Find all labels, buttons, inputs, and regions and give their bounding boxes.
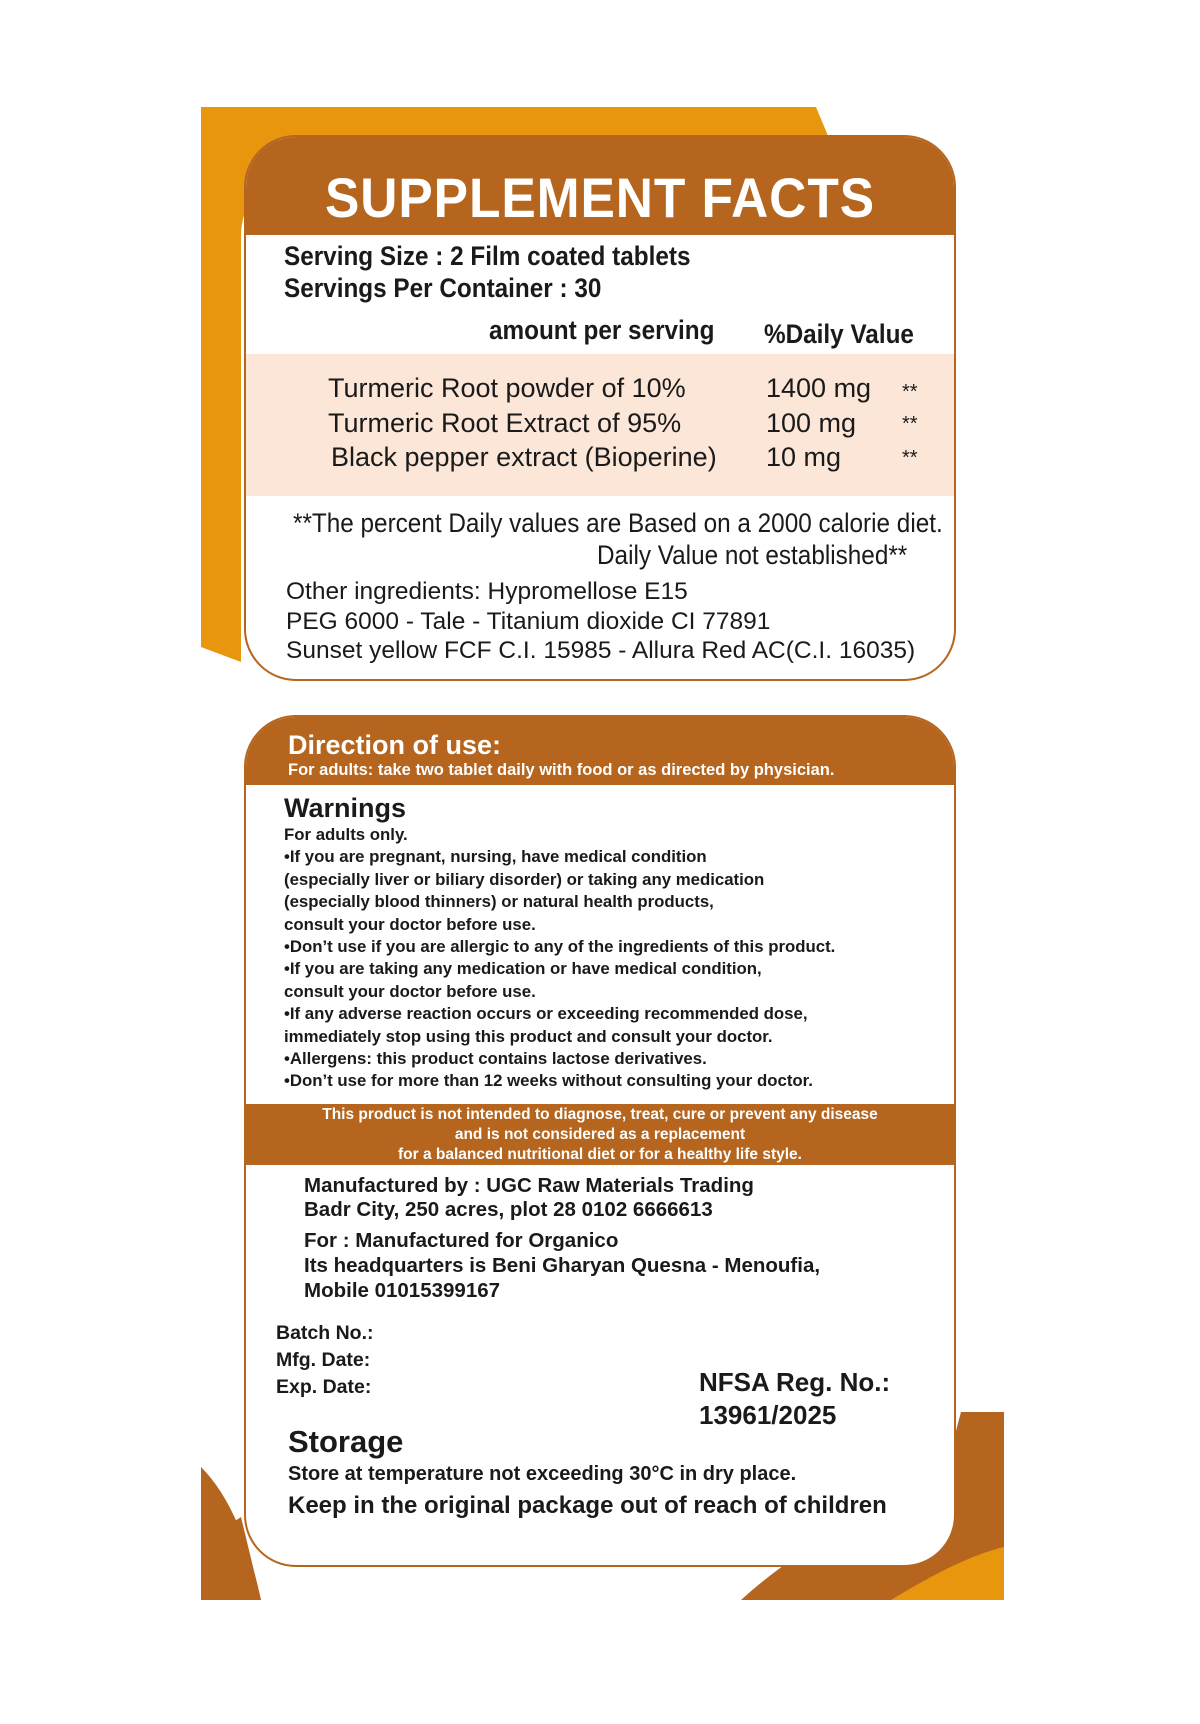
warnings-list	[284, 824, 835, 1093]
ingredients-band	[246, 354, 954, 496]
direction-title: Direction of use:	[288, 730, 502, 760]
amount-per-serving-header: amount per serving	[489, 315, 715, 345]
direction-text: For adults: take two tablet daily with food or as directed by physician.	[288, 761, 835, 779]
warning-line: •If you are taking any medication or have medical condition,	[284, 959, 762, 979]
storage-title: Storage	[288, 1424, 404, 1459]
warning-line: •If you are pregnant, nursing, have medical condition	[284, 847, 707, 867]
warning-line: •Allergens: this product contains lactose derivatives.	[284, 1049, 707, 1069]
warning-line: •Don’t use for more than 12 weeks without consulting your doctor.	[284, 1071, 813, 1091]
ingredient-dv: **	[902, 447, 918, 469]
warning-line: consult your doctor before use.	[284, 914, 536, 934]
disclaimer-line: for a balanced nutritional diet or for a healthy life style.	[398, 1146, 802, 1163]
ingredient-amount: 1400 mg	[766, 373, 872, 403]
keep-away-text: Keep in the original package out of reach of children	[288, 1492, 887, 1519]
other-ingredients-line: PEG 6000 - Tale - Titanium dioxide CI 77891	[286, 608, 771, 635]
ingredient-name: Black pepper extract (Bioperine)	[331, 442, 717, 472]
ingredient-amount: 100 mg	[766, 408, 857, 438]
ingredient-dv: **	[902, 381, 918, 403]
warning-line: (especially blood thinners) or natural health products,	[284, 892, 714, 912]
warning-line: (especially liver or biliary disorder) or taking any medication	[284, 869, 765, 889]
disclaimer-band	[246, 1104, 954, 1165]
storage-text: Store at temperature not exceeding 30°C in dry place.	[288, 1463, 797, 1485]
manufacturer-address: Badr City, 250 acres, plot 28 0102 6666613	[304, 1198, 713, 1221]
mfg-date-label: Mfg. Date:	[276, 1349, 371, 1371]
directions-panel	[244, 715, 956, 1567]
other-ingredients-line: Other ingredients: Hypromellose E15	[286, 578, 688, 605]
daily-value-not-established: Daily Value not established**	[597, 540, 908, 570]
servings-per-container: Servings Per Container : 30	[284, 273, 602, 303]
exp-date-label: Exp. Date:	[276, 1376, 372, 1398]
headquarters-line: Its headquarters is Beni Gharyan Quesna - Menoufia,	[304, 1254, 821, 1277]
batch-number-label: Batch No.:	[276, 1322, 374, 1344]
warning-line: For adults only.	[284, 825, 408, 844]
nfsa-reg-label: NFSA Reg. No.:	[699, 1367, 891, 1397]
disclaimer-line: This product is not intended to diagnose, treat, cure or prevent any disease	[322, 1106, 878, 1123]
direction-header	[246, 717, 954, 785]
ingredient-amount: 10 mg	[766, 442, 842, 472]
ingredient-dv: **	[902, 413, 918, 435]
warning-line: immediately stop using this product and consult your doctor.	[284, 1026, 773, 1046]
serving-size: Serving Size : 2 Film coated tablets	[284, 241, 691, 271]
supplement-facts-panel	[244, 135, 956, 681]
manufacturer-line: Manufactured by : UGC Raw Materials Trading	[304, 1174, 754, 1197]
ingredient-name: Turmeric Root powder of 10%	[328, 373, 686, 403]
warning-line: •If any adverse reaction occurs or exceeding recommended dose,	[284, 1004, 808, 1024]
warning-line: consult your doctor before use.	[284, 981, 536, 1001]
warnings-title: Warnings	[284, 793, 407, 823]
other-ingredients-line: Sunset yellow FCF C.I. 15985 - Allura Red AC(C.I. 16035)	[286, 637, 916, 664]
warning-line: •Don’t use if you are allergic to any of the ingredients of this product.	[284, 937, 836, 957]
daily-value-header: %Daily Value	[764, 319, 914, 349]
manufactured-for: For : Manufactured for Organico	[304, 1229, 619, 1252]
disclaimer-line: and is not considered as a replacement	[454, 1126, 746, 1143]
mobile-line: Mobile 01015399167	[304, 1279, 501, 1302]
supplement-facts-header	[246, 137, 954, 235]
nfsa-reg-number: 13961/2025	[699, 1400, 837, 1430]
supplement-facts-title: SUPPLEMENT FACTS	[324, 166, 875, 229]
ingredient-name: Turmeric Root Extract of 95%	[328, 408, 682, 438]
daily-value-note: **The percent Daily values are Based on a 2000 calorie diet.	[293, 508, 943, 538]
